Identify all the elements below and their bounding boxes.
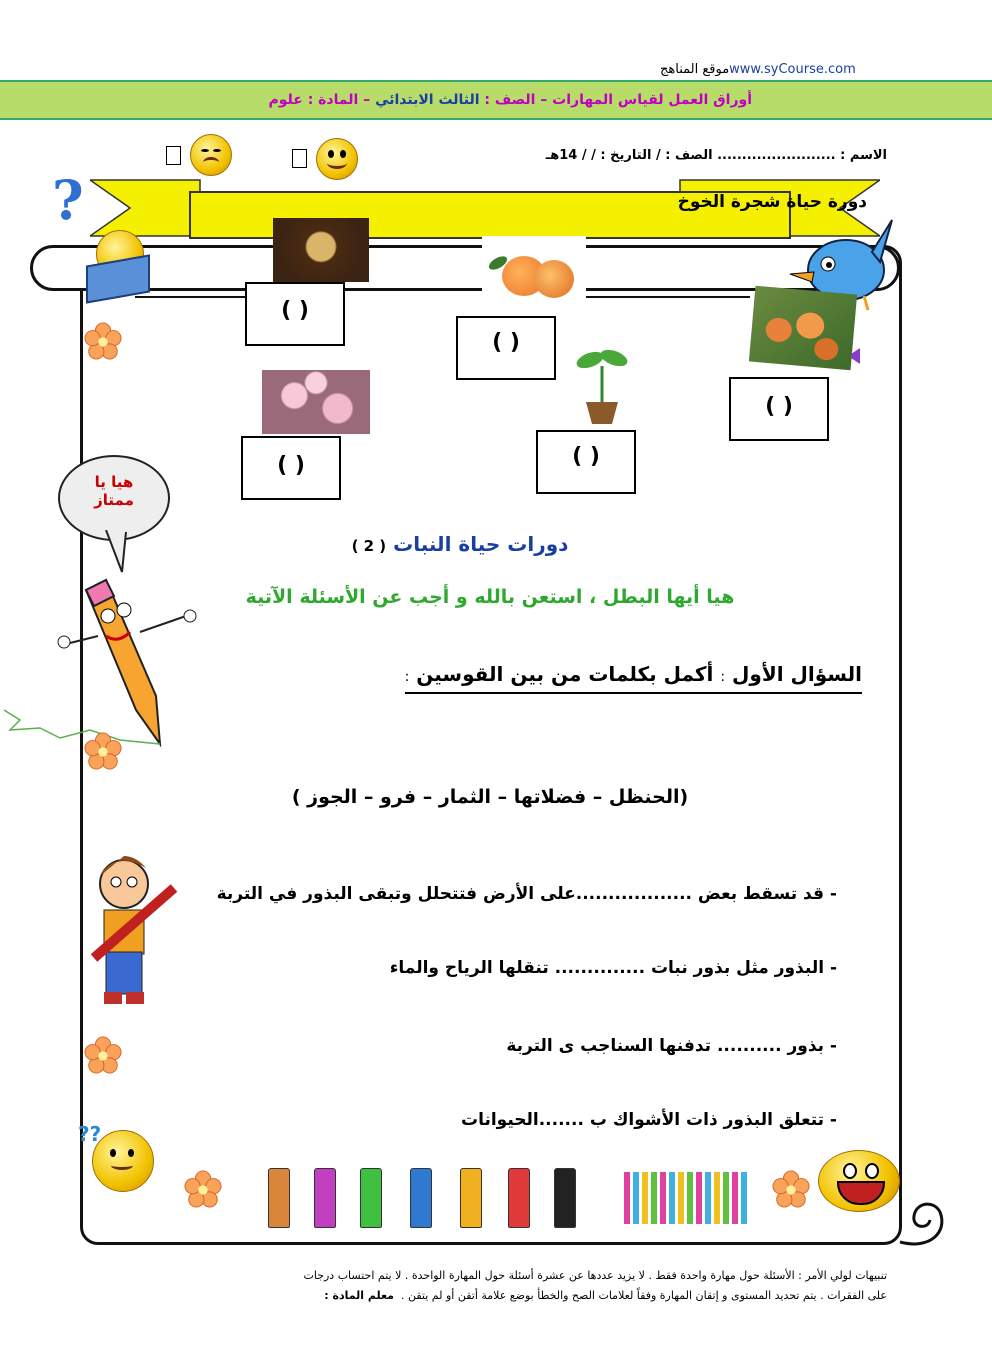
banner-subject: علوم: [268, 92, 303, 108]
question1-heading: السؤال الأول : أكمل بكلمات من بين القوسين :: [405, 662, 862, 694]
answer-box-tree[interactable]: ( ): [729, 377, 829, 441]
flower-icon: [772, 1170, 810, 1208]
footer-line2: على الفقرات . يتم تحديد المستوى و إتقان المهارة وفقاً لعلامات الصح والخطأ بوضع علامة أتقن أو لم يتقن .: [401, 1289, 887, 1302]
question-marks-icon: ??: [78, 1122, 102, 1146]
happy-face-icon: [316, 138, 358, 180]
reading-smiley-icon: [82, 228, 154, 300]
flower-icon: [84, 732, 122, 770]
ribbon-title: دورة حياة شجرة الخوخ: [677, 192, 867, 212]
answer-box-fruit[interactable]: ( ): [456, 316, 556, 380]
peach-tree-fruits-photo: [749, 286, 857, 371]
site-credit: [660, 62, 856, 77]
pencil-set-icon: [624, 1172, 748, 1224]
speech-bubble: [58, 455, 170, 541]
banner-text: أوراق العمل لقياس المهارات – الصف : الثالث الابتدائي – المادة : علوم: [268, 92, 752, 108]
sad-face-icon: [190, 134, 232, 176]
pencil-icon: [410, 1168, 432, 1228]
pencil-icon: [268, 1168, 290, 1228]
answer-box-seedling[interactable]: ( ): [536, 430, 636, 494]
timeline-line: [135, 296, 260, 298]
sentence-3[interactable]: - بذور .......... تدفنها السناجب ى التربة: [506, 1036, 837, 1056]
site-url[interactable]: www.syCourse.com: [729, 62, 856, 77]
colored-pencils-row: [262, 1168, 752, 1230]
banner-part1: أوراق العمل لقياس المهارات: [552, 92, 752, 108]
footer-line1: تنبيهات لولي الأمر : الأسئلة حول مهارة واحدة فقط . لا يزيد عددها عن عشرة أسئلة حول المهارة الواحدة . لا يتم احتساب درجات: [303, 1269, 887, 1282]
banner-part3: المادة :: [307, 92, 359, 108]
sentence-4[interactable]: - تتعلق البذور ذات الأشواك ب .......الحيوانات: [460, 1110, 837, 1130]
banner-grade: الثالث الابتدائي: [375, 92, 480, 108]
boy-with-pencil-icon: [84, 848, 184, 1018]
word-bank: (الحنظل – فضلاتها – الثمار – فرو – الجوز ): [291, 786, 689, 808]
speech-line1: هيا يا: [94, 473, 134, 491]
pencil-icon: [508, 1168, 530, 1228]
question-mark-icon: ?: [52, 168, 84, 232]
speech-tail: [100, 530, 140, 574]
peach-blossom-photo: [262, 370, 370, 434]
answer-box-blossom[interactable]: ( ): [241, 436, 341, 500]
answer-box-seed[interactable]: ( ): [245, 282, 345, 346]
pencil-icon: [314, 1168, 336, 1228]
not-mastered-checkbox[interactable]: [292, 149, 307, 168]
sentence-1[interactable]: - قد تسقط بعض ..................على الأرض فتتحلل وتبقى البذور في التربة: [216, 884, 837, 904]
flower-icon: [184, 1170, 222, 1208]
scroll-top-roll: [30, 245, 900, 291]
speech-line2: ممتاز: [94, 491, 134, 509]
laughing-smiley-icon: [818, 1150, 900, 1212]
sentence-2[interactable]: - البذور مثل بذور نبات .............. تنقلها الرياح والماء: [389, 958, 837, 978]
question1-prompt: أكمل بكلمات من بين القوسين: [416, 662, 714, 686]
pencil-icon: [460, 1168, 482, 1228]
instruction-text: هيا أيها البطل ، استعن بالله و أجب عن الأسئلة الآتية: [245, 586, 735, 608]
peach-fruit-photo: [482, 236, 586, 306]
thinking-smiley-icon: [92, 1130, 154, 1192]
site-label: موقع المناهج: [660, 62, 730, 77]
flower-icon: [84, 322, 122, 360]
flower-icon: [84, 1036, 122, 1074]
timeline-line: [560, 296, 750, 298]
section-title-text: دورات حياة النبات: [393, 532, 569, 556]
footer-notes: [107, 1266, 887, 1306]
student-info: الاسم : ........................ الصف : / التاريخ : / / 14هـ: [545, 148, 887, 163]
banner-part2: الصف :: [484, 92, 536, 108]
section-number: ( 2 ): [351, 537, 387, 555]
question1-label: السؤال الأول: [732, 662, 862, 686]
mastered-checkbox[interactable]: [166, 146, 181, 165]
pencil-icon: [360, 1168, 382, 1228]
header-banner: [0, 80, 992, 120]
seedling-pot-photo: [572, 342, 632, 426]
seed-sprouting-photo: [273, 218, 369, 282]
pencil-icon: [554, 1168, 576, 1228]
scroll-curl: [890, 1192, 952, 1252]
section-title: [300, 532, 620, 556]
footer-teacher: معلم المادة :: [324, 1289, 394, 1302]
